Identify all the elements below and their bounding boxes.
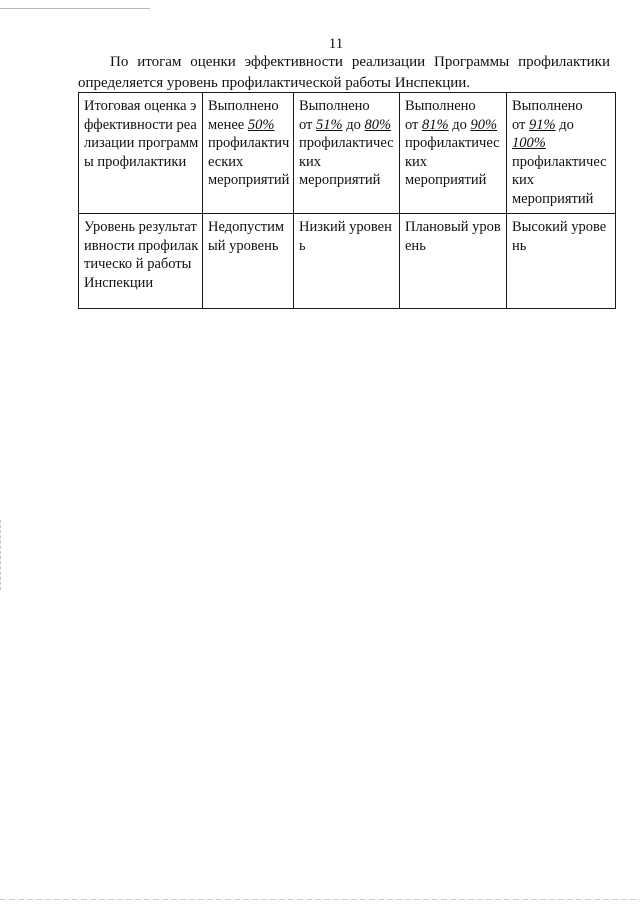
- header-range-end: [512, 134, 612, 153]
- percent-value: 50%: [247, 116, 275, 133]
- scan-edge-bottom: [0, 899, 640, 900]
- percent-value: 81%: [422, 116, 449, 133]
- header-cell-91-100: [507, 93, 616, 214]
- intro-paragraph: [78, 52, 610, 94]
- header-range: от 81% до 90%: [405, 116, 498, 133]
- header-word-part: профилактичес: [512, 153, 607, 170]
- effectiveness-table: [78, 92, 616, 309]
- header-word-part: ких: [405, 153, 428, 170]
- scan-edge-top: [0, 8, 150, 9]
- level-text: Недопустим ый уровень: [208, 219, 285, 254]
- header-cell-under-50: [203, 93, 294, 214]
- header-range: от 51% до 80%: [299, 116, 392, 133]
- table-header-row: [79, 93, 616, 214]
- header-label-cell: [79, 93, 203, 214]
- level-text: Высокий уровень: [512, 219, 607, 254]
- header-range: менее 50%: [208, 116, 275, 133]
- header-word-part: ких: [512, 172, 535, 188]
- percent-value: 51%: [316, 116, 343, 133]
- level-label-cell: [79, 214, 203, 309]
- header-word-part: еских: [208, 153, 244, 170]
- level-text: Низкий уровень: [299, 219, 392, 254]
- header-done-label: Выполнено: [405, 98, 476, 114]
- percent-value: 80%: [364, 116, 392, 133]
- page-number: 11: [328, 36, 344, 52]
- header-done-label: Выполнено: [512, 98, 583, 114]
- header-done-label: Выполнено: [299, 98, 370, 114]
- percent-value: 90%: [470, 116, 498, 133]
- header-cell-51-80: [294, 93, 400, 214]
- level-cell-high: [507, 214, 616, 309]
- level-cell-unacceptable: [203, 214, 294, 309]
- percent-value: 91%: [529, 116, 556, 133]
- header-cell-81-90: [400, 93, 507, 214]
- percent-value: 100%: [512, 135, 546, 151]
- table-level-row: [79, 214, 616, 309]
- intro-text: По итогам оценки эффективности реализации Программы профилактики определяется уровень профилактической работы Инспекции.: [78, 54, 610, 91]
- header-word-part: мероприятий: [512, 190, 594, 207]
- level-cell-low: [294, 214, 400, 309]
- header-label-text: Итоговая оценка эффективности реализации программы профилактики: [84, 98, 199, 170]
- level-label-text: Уровень результативности профилактическо й работы Инспекции: [84, 219, 199, 291]
- header-word-part: мероприятий: [405, 172, 487, 188]
- header-word-part: ких: [299, 153, 322, 170]
- header-word-part: профилактичес: [405, 135, 500, 151]
- header-word-part: профилактичес: [299, 135, 394, 151]
- header-word-part: мероприятий: [299, 172, 381, 188]
- header-done-label: Выполнено: [208, 98, 279, 114]
- level-cell-planned: [400, 214, 507, 309]
- header-word-part: профилактич: [208, 135, 290, 151]
- level-text: Плановый уровень: [405, 219, 501, 254]
- scan-margin-mark: [0, 520, 3, 590]
- header-word-part: мероприятий: [208, 172, 290, 188]
- header-range: от 91% до: [512, 116, 574, 133]
